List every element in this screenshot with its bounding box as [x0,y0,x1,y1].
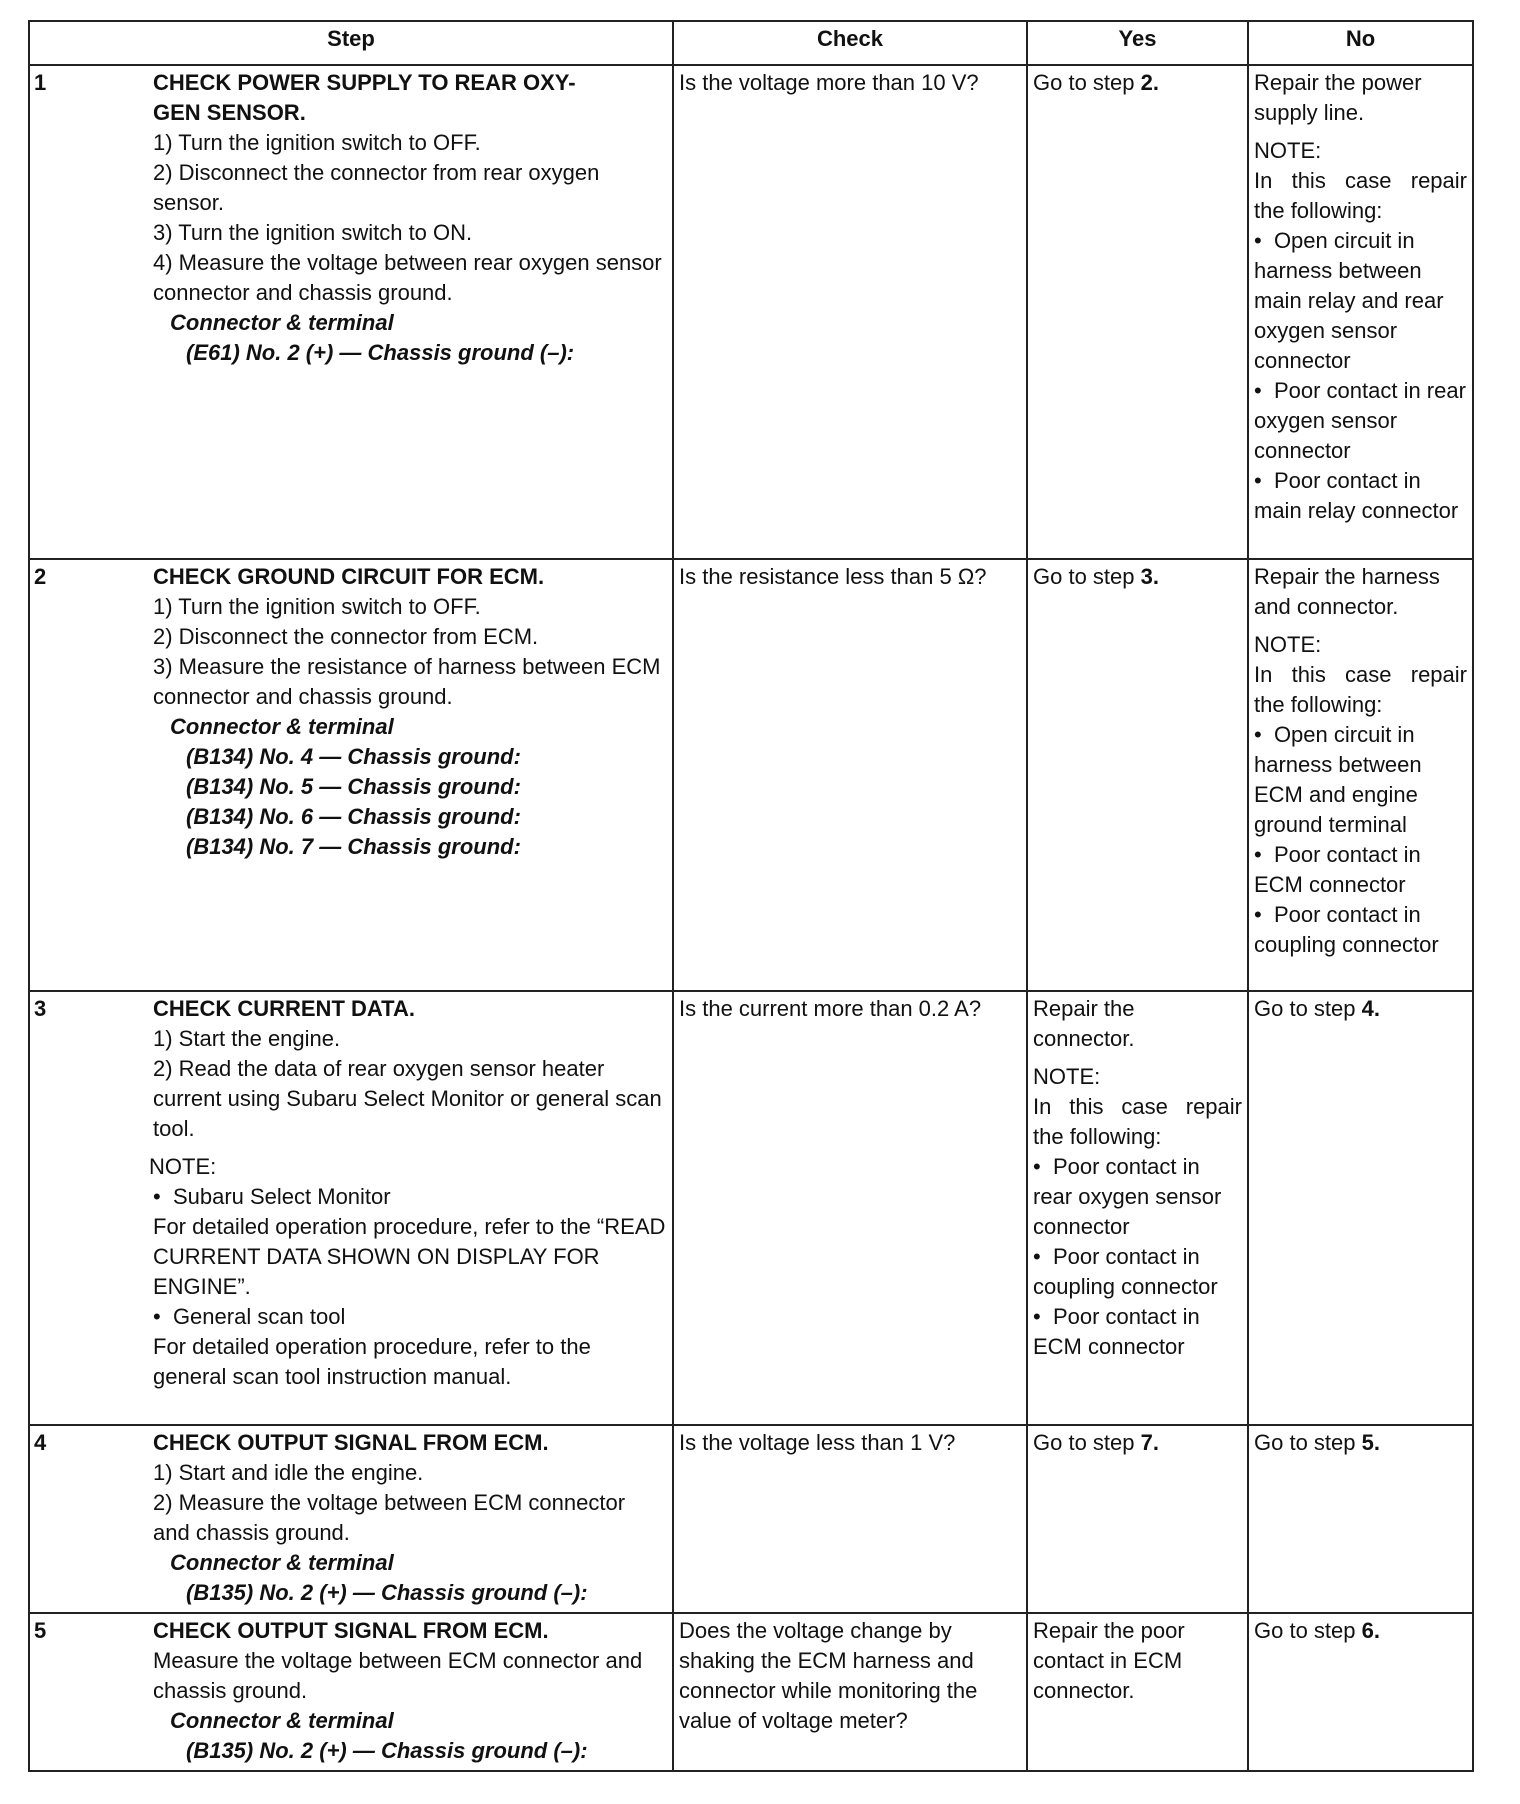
step-number: 5 [34,1618,47,1643]
instruction: Measure the voltage between ECM connector and chassis ground. [153,1648,643,1703]
note-bullet: • Open circuit in harness between ECM and engine ground terminal [1254,720,1467,840]
instruction: 1) Start the engine. [153,1026,341,1051]
instruction: 2) Measure the voltage between ECM connector and chassis ground. [153,1490,626,1545]
header-step: Step [29,21,673,65]
no-cell: Go to step 5. [1248,1425,1473,1613]
instruction: 2) Read the data of rear oxygen sensor heater current using Subaru Select Monitor or general scan tool. [153,1056,662,1141]
note-lead: the following: [1254,198,1383,223]
note-lead: In this case repair [1254,662,1467,687]
no-cell: Go to step 6. [1248,1613,1473,1771]
check-cell: Is the voltage less than 1 V? [673,1425,1027,1613]
connector-terminal-label: Connector & terminal [170,1550,394,1575]
table-row-step-4 [29,1425,1473,1613]
no-cell [1248,65,1473,559]
instruction: 4) Measure the voltage between rear oxygen sensor connector and chassis ground. [153,250,662,305]
check-cell: Is the resistance less than 5 Ω? [673,559,1027,991]
table-row-step-1 [29,65,1473,559]
table-row-step-3 [29,991,1473,1425]
terminal-spec: (B134) No. 4 — Chassis ground: [186,744,521,769]
note-bullet: • Poor contact in ECM connector [1033,1302,1242,1362]
header-yes: Yes [1027,21,1248,65]
yes-cell: Go to step 7. [1027,1425,1248,1613]
check-cell: Does the voltage change by shaking the ECM harness and connector while monitoring the value of voltage meter? [673,1613,1027,1771]
note-label: NOTE: [1254,138,1322,163]
header-no: No [1248,21,1473,65]
step-cell [29,559,673,991]
note-bullet: • Poor contact in rear oxygen sensor connector [1254,376,1467,466]
terminal-spec: (B135) No. 2 (+) — Chassis ground (–): [186,1580,588,1605]
note-text: For detailed operation procedure, refer to the general scan tool instruction manual. [153,1334,591,1389]
note-label: NOTE: [1033,1064,1101,1089]
note-bullet: • General scan tool [153,1302,667,1332]
instruction: 2) Disconnect the connector from ECM. [153,624,539,649]
terminal-spec: (B134) No. 5 — Chassis ground: [186,774,521,799]
note-lead: the following: [1254,692,1383,717]
note-lead: In this case repair [1033,1094,1242,1119]
instruction: 1) Turn the ignition switch to OFF. [153,130,481,155]
note-label: NOTE: [149,1154,217,1179]
step-title: CHECK OUTPUT SIGNAL FROM ECM. [153,1430,549,1455]
no-cell: Go to step 4. [1248,991,1473,1425]
table-row-step-5 [29,1613,1473,1771]
step-title: CHECK GROUND CIRCUIT FOR ECM. [153,564,545,589]
step-title: CHECK POWER SUPPLY TO REAR OXY- GEN SENSOR. [153,70,576,125]
connector-terminal-label: Connector & terminal [170,310,394,335]
no-cell [1248,559,1473,991]
diagnostic-procedure-table [28,20,1474,1772]
step-number: 2 [34,564,47,589]
check-cell: Is the current more than 0.2 A? [673,991,1027,1425]
instruction: 3) Turn the ignition switch to ON. [153,220,473,245]
check-cell: Is the voltage more than 10 V? [673,65,1027,559]
connector-terminal-label: Connector & terminal [170,1708,394,1733]
yes-cell: Go to step 2. [1027,65,1248,559]
terminal-spec: (B134) No. 7 — Chassis ground: [186,834,521,859]
note-lead: the following: [1033,1124,1162,1149]
note-label: NOTE: [1254,632,1322,657]
note-bullet: • Poor contact in coupling connector [1254,900,1467,960]
yes-cell [1027,991,1248,1425]
instruction: 1) Start and idle the engine. [153,1460,424,1485]
no-action: Repair the power supply line. [1254,70,1422,125]
instruction: 3) Measure the resistance of harness between ECM connector and chassis ground. [153,654,661,709]
table-row-step-2 [29,559,1473,991]
yes-action: Repair the connector. [1033,996,1135,1051]
step-cell [29,1613,673,1771]
step-number: 3 [34,996,47,1021]
note-text: For detailed operation procedure, refer to the “READ CURRENT DATA SHOWN ON DISPLAY FOR ENGINE”. [153,1214,666,1299]
terminal-spec: (B134) No. 6 — Chassis ground: [186,804,521,829]
yes-cell: Repair the poor contact in ECM connector. [1027,1613,1248,1771]
terminal-spec: (E61) No. 2 (+) — Chassis ground (–): [186,340,575,365]
note-bullet: • Poor contact in rear oxygen sensor connector [1033,1152,1242,1242]
step-title: CHECK OUTPUT SIGNAL FROM ECM. [153,1618,549,1643]
step-cell [29,1425,673,1613]
note-bullet: • Subaru Select Monitor [153,1182,667,1212]
no-action: Repair the harness and connector. [1254,564,1440,619]
connector-terminal-label: Connector & terminal [170,714,394,739]
instruction: 1) Turn the ignition switch to OFF. [153,594,481,619]
note-bullet: • Poor contact in ECM connector [1254,840,1467,900]
step-title: CHECK CURRENT DATA. [153,996,415,1021]
header-row [29,21,1473,65]
step-cell [29,991,673,1425]
note-bullet: • Poor contact in coupling connector [1033,1242,1242,1302]
yes-cell: Go to step 3. [1027,559,1248,991]
note-bullet: • Open circuit in harness between main relay and rear oxygen sensor connector [1254,226,1467,376]
terminal-spec: (B135) No. 2 (+) — Chassis ground (–): [186,1738,588,1763]
step-number: 4 [34,1430,47,1455]
note-lead: In this case repair [1254,168,1467,193]
instruction: 2) Disconnect the connector from rear oxygen sensor. [153,160,600,215]
step-cell [29,65,673,559]
note-bullet: • Poor contact in main relay connector [1254,466,1467,526]
step-number: 1 [34,70,47,95]
header-check: Check [673,21,1027,65]
